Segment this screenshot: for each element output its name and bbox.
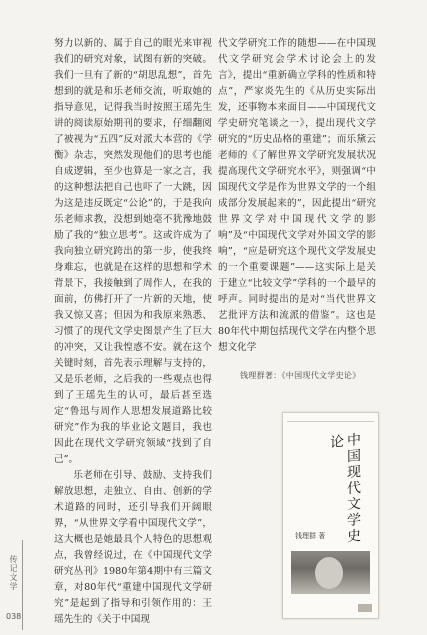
text-column-left [54,36,212,628]
paragraph-1: 努力以新的、属于自己的眼光来审视我们的研究对象，试图有新的突破。我们一旦有了新的“胡思乱想”，首先想到的就是和乐老师交流，听取她的指导意见，记得我当时按照王瑶先生讲的阅读原始期刊的要求，仔细翻阅了被视为“五四”反对派大本营的《学衡》杂志，突然发现他们的思考也能自成逻辑，至少也算是一家之言，我的这种想法把自己也吓了一大跳，因为这是违反既定“公论”的，于是我向乐老师求教，没想到她毫不犹豫地鼓励了我的“独立思考”。这或许成为了我向独立研究跨出的第一步，使我终身难忘，也就是在这样的思想和学术背景下，我接触到了周作人，在我的面前，仿佛打开了一片新的天地，使我又惊又喜；但因为和我原来熟悉、习惯了的现代文学史图景产生了巨大的冲突，又让我惶惑不安。就在这个关键时刻，首先表示理解与支持的，又是乐老师，之后我的一些观点也得到了王瑶先生的认可，最后甚至选定“鲁迅与周作人思想发展道路比较研究”作为我的毕业论文题目，我也因此在现代文学研究领域“找到了自己”。 [54,38,212,465]
face-shape [315,557,343,589]
figure-caption: 钱理群著：《中国现代文学史论》 [240,371,361,380]
side-divider [22,540,23,630]
book-cover-image [282,412,379,619]
publisher-logo [358,604,372,612]
text-column-right [218,36,376,356]
book-title: 中国现代文学史论 [328,431,361,546]
cover-rule [287,421,374,422]
paragraph-2: 乐老师在引导、鼓励、支持我们解放思想，走独立、自由、创新的学术道路的同时，还引导我们开阔眼界，“从世界文学看中国现代文学”，这大概也是她最具个人特色的思想观点，我曾经说过，在《中国现代文学研究丛刊》1980年第4期中有三篇文章，对80年代“重建中国现代文学研究”是起到了指导和引领作用的：王瑶先生的《关于中国现 [54,470,212,625]
author-photo [291,551,370,594]
book-author: 钱理群 著 [295,532,326,540]
section-tag: 传记文学 [9,555,18,591]
page-number: 038 [6,612,22,621]
paragraph-3: 代文学研究工作的随想——在中国现代文学研究会学术讨论会上的发言》，提出“重新确立学科的性质和特点”，严家炎先生的《从历史实际出发，还事物本来面目——中国现代文学史研究笔谈之一》，提出现代文学研究的“历史品格的重建”；而乐黛云老师的《了解世界文学研究发展状况提高现代文学研究水平》，则强调“中国现代文学是作为世界文学的一个组成部分发展起来的”，因此提出“研究世界文学对中国现代文学的影响”及“中国现代文学对外国文学的影响”，“应是研究这个现代文学发展史的一个重要课题”——这实际上是关于建立“比较文学”学科的一个最早的呼声。同时提出的是对“当代世界文艺批评方法和流派的借鉴”。这也是80年代中期包括现代文学在内整个思想文化学 [218,38,376,353]
